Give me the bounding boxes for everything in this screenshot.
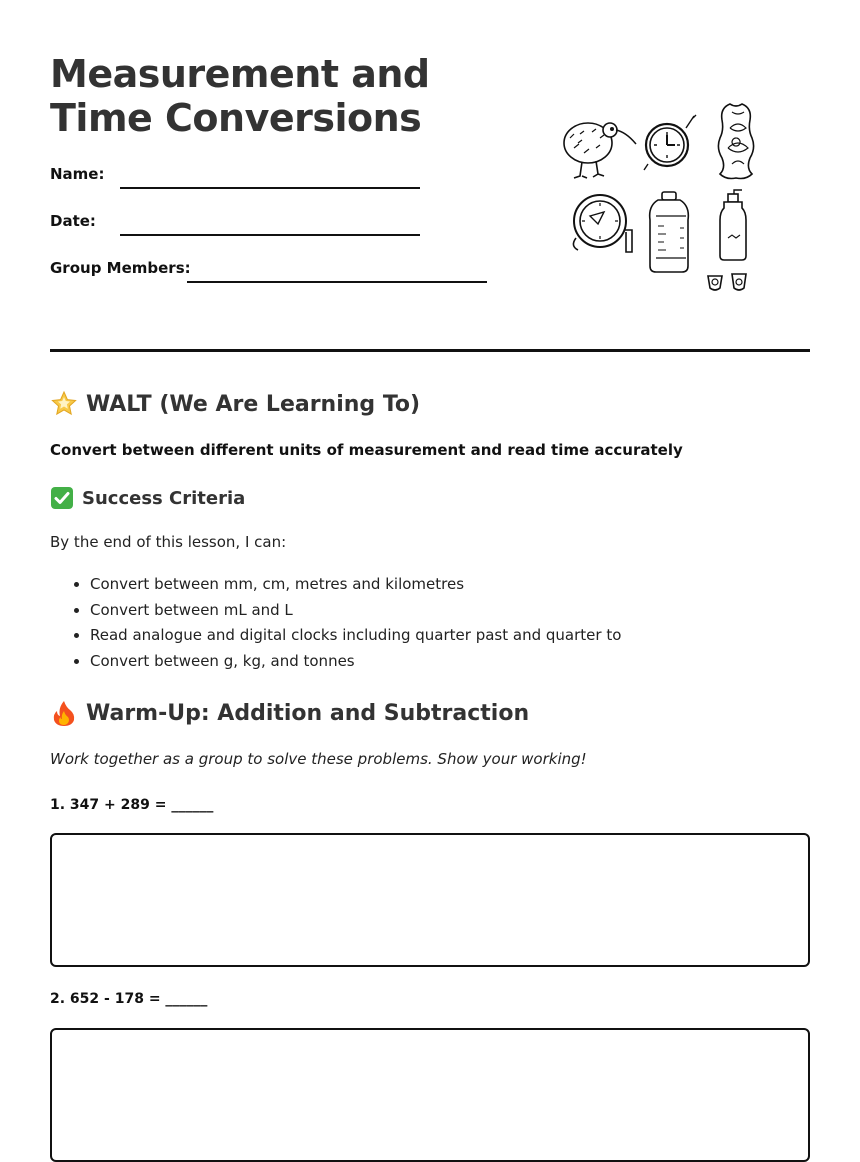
walt-heading-text: WALT (We Are Learning To) bbox=[86, 391, 421, 417]
fire-emoji-icon bbox=[50, 699, 78, 727]
measurement-illustrations bbox=[560, 98, 770, 298]
section-divider bbox=[50, 349, 810, 352]
success-criteria-heading bbox=[50, 486, 245, 510]
warmup-instructions: Work together as a group to solve these problems. Show your working! bbox=[50, 750, 587, 768]
list-item: • Convert between g, kg, and tonnes bbox=[90, 649, 621, 675]
name-field[interactable] bbox=[120, 187, 420, 189]
walt-statement: Convert between different units of measurement and read time accurately bbox=[50, 441, 683, 459]
page-title: Measurement and Time Conversions bbox=[50, 52, 430, 140]
measuring-bottle-icon bbox=[650, 192, 689, 272]
star-emoji-icon bbox=[50, 390, 78, 418]
question-1-answer-box[interactable] bbox=[50, 833, 810, 967]
clock-icon bbox=[644, 115, 696, 170]
group-members-label: Group Members: bbox=[50, 259, 191, 277]
question-1-label: 1. 347 + 289 = ______ bbox=[50, 797, 214, 813]
name-label: Name: bbox=[50, 165, 105, 183]
check-mark-emoji-icon bbox=[50, 486, 74, 510]
list-item: • Read analogue and digital clocks including quarter past and quarter to bbox=[90, 623, 621, 649]
warmup-heading bbox=[50, 699, 529, 727]
date-label: Date: bbox=[50, 212, 96, 230]
date-field[interactable] bbox=[120, 234, 420, 236]
list-item: • Convert between mL and L bbox=[90, 598, 621, 624]
success-criteria-intro: By the end of this lesson, I can: bbox=[50, 533, 287, 551]
weights-icon bbox=[708, 274, 746, 290]
spray-bottle-icon bbox=[720, 190, 746, 260]
success-criteria-list bbox=[50, 572, 621, 674]
question-2-label: 2. 652 - 178 = ______ bbox=[50, 991, 208, 1007]
scale-dial-icon bbox=[573, 195, 632, 252]
success-criteria-heading-text: Success Criteria bbox=[82, 487, 246, 509]
list-item: • Convert between mm, cm, metres and kilometres bbox=[90, 572, 621, 598]
group-members-field[interactable] bbox=[187, 281, 487, 283]
question-2-answer-box[interactable] bbox=[50, 1028, 810, 1162]
kiwi-bird-icon bbox=[564, 123, 636, 178]
maori-carving-icon bbox=[718, 104, 753, 179]
walt-heading bbox=[50, 390, 420, 418]
warmup-heading-text: Warm-Up: Addition and Subtraction bbox=[86, 700, 530, 726]
